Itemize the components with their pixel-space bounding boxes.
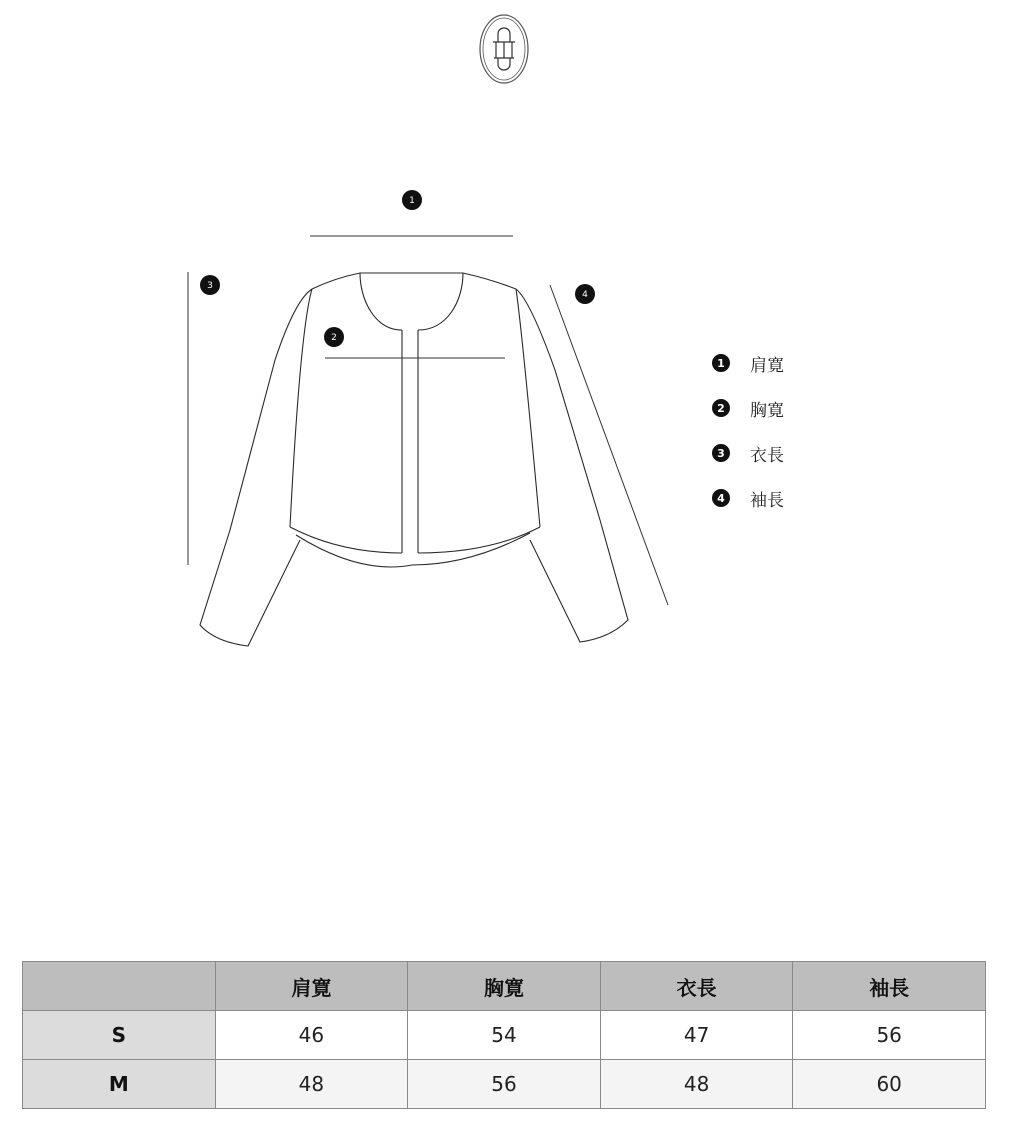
legend-item-length: [712, 442, 784, 464]
legend-number: 1: [712, 354, 730, 372]
svg-text:3: 3: [207, 281, 213, 291]
monogram-icon: [478, 12, 530, 86]
marker-2: [324, 327, 344, 347]
table-cell: 46: [215, 1011, 408, 1060]
table-cell: 56: [793, 1011, 986, 1060]
legend-number: 4: [712, 489, 730, 507]
legend-item-shoulder: [712, 352, 784, 374]
sleeve-measure-line: [550, 285, 668, 605]
table-cell: 48: [215, 1060, 408, 1109]
table-cell: 56: [408, 1060, 601, 1109]
legend-number: 2: [712, 399, 730, 417]
table-header-cell: 胸寛: [408, 962, 601, 1011]
table-cell: 47: [600, 1011, 793, 1060]
marker-3: [200, 275, 220, 295]
legend-label: 袖長: [750, 490, 784, 511]
jacket-diagram: [0, 180, 700, 660]
jacket-outline: [200, 273, 628, 646]
legend-label: 肩寛: [750, 355, 784, 376]
table-header-row: [23, 962, 986, 1011]
table-header-cell: 衣長: [600, 962, 793, 1011]
marker-1: [402, 190, 422, 210]
table-header-cell: [23, 962, 216, 1011]
size-table: [22, 961, 986, 1109]
legend-item-sleeve: [712, 487, 784, 509]
svg-text:4: 4: [582, 290, 588, 300]
legend-label: 衣長: [750, 445, 784, 466]
legend-item-chest: [712, 397, 784, 419]
brand-logo: [478, 12, 530, 86]
svg-text:1: 1: [409, 196, 415, 206]
svg-text:2: 2: [331, 333, 337, 343]
legend-number: 3: [712, 444, 730, 462]
marker-4: [575, 284, 595, 304]
size-label: M: [23, 1060, 216, 1109]
table-cell: 54: [408, 1011, 601, 1060]
table-row: [23, 1011, 986, 1060]
table-cell: 60: [793, 1060, 986, 1109]
table-header-cell: 肩寛: [215, 962, 408, 1011]
table-cell: 48: [600, 1060, 793, 1109]
measurement-legend: [712, 352, 784, 532]
size-label: S: [23, 1011, 216, 1060]
measure-lines: [188, 236, 668, 605]
table-row: [23, 1060, 986, 1109]
table-header-cell: 袖長: [793, 962, 986, 1011]
legend-label: 胸寛: [750, 400, 784, 421]
